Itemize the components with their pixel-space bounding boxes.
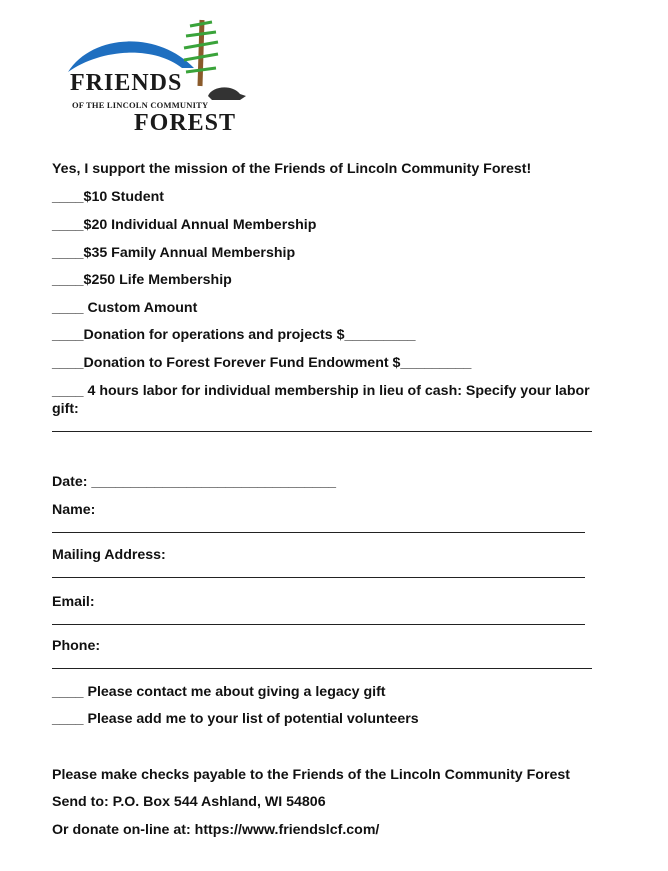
- option-labor: ____ 4 hours labor for individual membership in lieu of cash: Specify your labor gift:: [52, 383, 590, 417]
- tree-trunk-icon: [200, 20, 202, 86]
- option-donation-endowment: ____Donation to Forest Forever Fund Endowment $_________: [52, 355, 472, 371]
- email-label: Email:: [52, 594, 95, 610]
- check-volunteer: ____ Please add me to your list of potential volunteers: [52, 711, 419, 727]
- donate-online-text: Or donate on-line at: https://www.friendslcf.com/: [52, 822, 380, 838]
- blue-arc-icon: [68, 41, 194, 72]
- phone-label: Phone:: [52, 638, 101, 654]
- option-custom: ____ Custom Amount: [52, 300, 198, 316]
- date-field: Date: _______________________________: [52, 474, 337, 490]
- name-label: Name:: [52, 502, 96, 518]
- email-line: [52, 624, 585, 625]
- intro-heading: Yes, I support the mission of the Friends of Lincoln Community Forest!: [52, 161, 532, 177]
- check-legacy-gift: ____ Please contact me about giving a legacy gift: [52, 684, 386, 700]
- option-individual: ____$20 Individual Annual Membership: [52, 217, 317, 233]
- labor-gift-line: [52, 431, 592, 432]
- address-label: Mailing Address:: [52, 547, 166, 563]
- name-line: [52, 532, 585, 533]
- phone-line: [52, 668, 592, 669]
- mailing-address-text: Send to: P.O. Box 544 Ashland, WI 54806: [52, 794, 326, 810]
- logo-line-2: OF THE LINCOLN COMMUNITY: [72, 100, 209, 110]
- friends-lcf-logo: [62, 16, 262, 142]
- option-student: ____$10 Student: [52, 189, 164, 205]
- option-life: ____$250 Life Membership: [52, 272, 232, 288]
- logo-line-3: FOREST: [134, 110, 237, 136]
- option-donation-operations: ____Donation for operations and projects $_________: [52, 327, 416, 343]
- address-line: [52, 577, 585, 578]
- logo-line-1: FRIENDS: [70, 70, 183, 96]
- turtle-icon: [208, 87, 246, 100]
- option-family: ____$35 Family Annual Membership: [52, 245, 296, 261]
- checks-payable-text: Please make checks payable to the Friends of the Lincoln Community Forest: [52, 767, 570, 783]
